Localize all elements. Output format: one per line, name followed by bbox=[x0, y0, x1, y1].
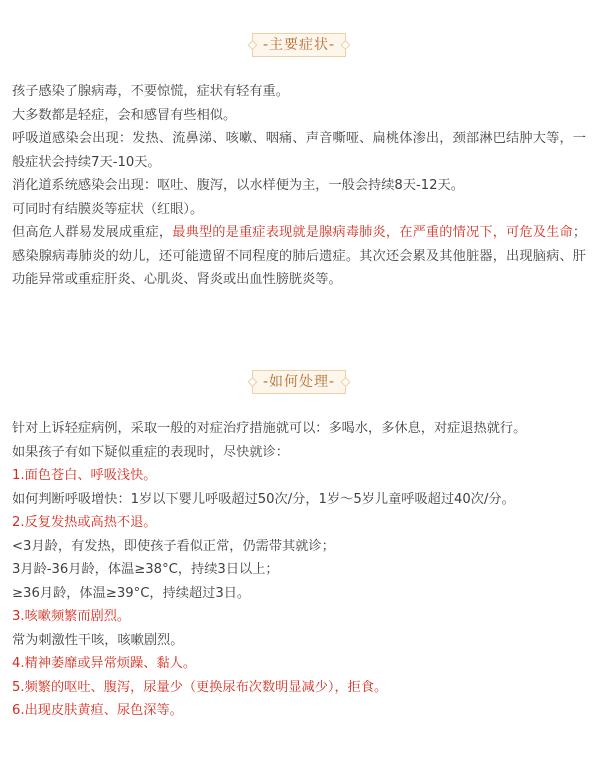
warning-item: 3.咳嗽频繁而剧烈。 bbox=[12, 609, 131, 624]
highlight-text: 最典型的是重症表现就是腺病毒肺炎，在严重的情况下，可危及生命 bbox=[172, 225, 573, 240]
section-title-treatment bbox=[0, 370, 598, 394]
symptoms-section bbox=[12, 80, 586, 292]
paragraph: 大多数都是轻症，会和感冒有些相似。 bbox=[12, 107, 237, 123]
warning-item: 6.出现皮肤黄疸、尿色深等。 bbox=[12, 703, 183, 718]
warning-item: 1.面色苍白、呼吸浅快。 bbox=[12, 468, 157, 483]
warning-item: 2.反复发热或高热不退。 bbox=[12, 515, 157, 530]
paragraph: ≥36月龄，体温≥39°C，持续超过3日。 bbox=[12, 585, 251, 601]
paragraph-high-risk bbox=[12, 221, 586, 292]
paragraph: 3月龄-36月龄，体温≥38°C，持续3日以上； bbox=[12, 562, 279, 577]
treatment-section bbox=[12, 417, 586, 723]
section-title-label: -如何处理- bbox=[252, 370, 346, 394]
section-title-label: -主要症状- bbox=[252, 33, 346, 57]
paragraph-text: 但高危人群易发展成重症， bbox=[12, 225, 173, 240]
paragraph-text: ；感染腺病毒肺炎的幼儿，还可能遗留不同程度的肺后遗症。其次还会累及其他脏器，出现脑病、肝功能异常或重症肝炎、心肌炎、肾炎或出血性膀胱炎等。 bbox=[12, 225, 586, 287]
paragraph: 如果孩子有如下疑似重症的表现时，尽快就诊： bbox=[12, 444, 289, 460]
paragraph: 可同时有结膜炎等症状（红眼）。 bbox=[12, 201, 204, 217]
paragraph: <3月龄，有发热，即使孩子看似正常，仍需带其就诊； bbox=[12, 538, 335, 554]
paragraph: 如何判断呼吸增快：1岁以下婴儿呼吸超过50次/分，1岁～5岁儿童呼吸超过40次/分。 bbox=[12, 491, 515, 507]
paragraph: 消化道系统感染会出现：呕吐、腹泻，以水样便为主，一般会持续8天-12天。 bbox=[12, 178, 464, 193]
paragraph: 孩子感染了腺病毒，不要惊慌，症状有轻有重。 bbox=[12, 84, 289, 99]
paragraph: 针对上诉轻症病例，采取一般的对症治疗措施就可以：多喝水，多休息，对症退热就行。 bbox=[12, 421, 527, 436]
warning-item: 4.精神萎靡或异常烦躁、黏人。 bbox=[12, 656, 197, 671]
paragraph: 呼吸道感染会出现：发热、流鼻涕、咳嗽、咽痛、声音嘶哑、扁桃体渗出，颈部淋巴结肿大等，一般症状会持续7天-10天。 bbox=[12, 131, 586, 170]
section-title-symptoms bbox=[0, 33, 598, 57]
warning-item: 5.频繁的呕吐、腹泻，尿量少（更换尿布次数明显减少），拒食。 bbox=[12, 679, 388, 695]
paragraph: 常为刺激性干咳，咳嗽剧烈。 bbox=[12, 632, 184, 648]
